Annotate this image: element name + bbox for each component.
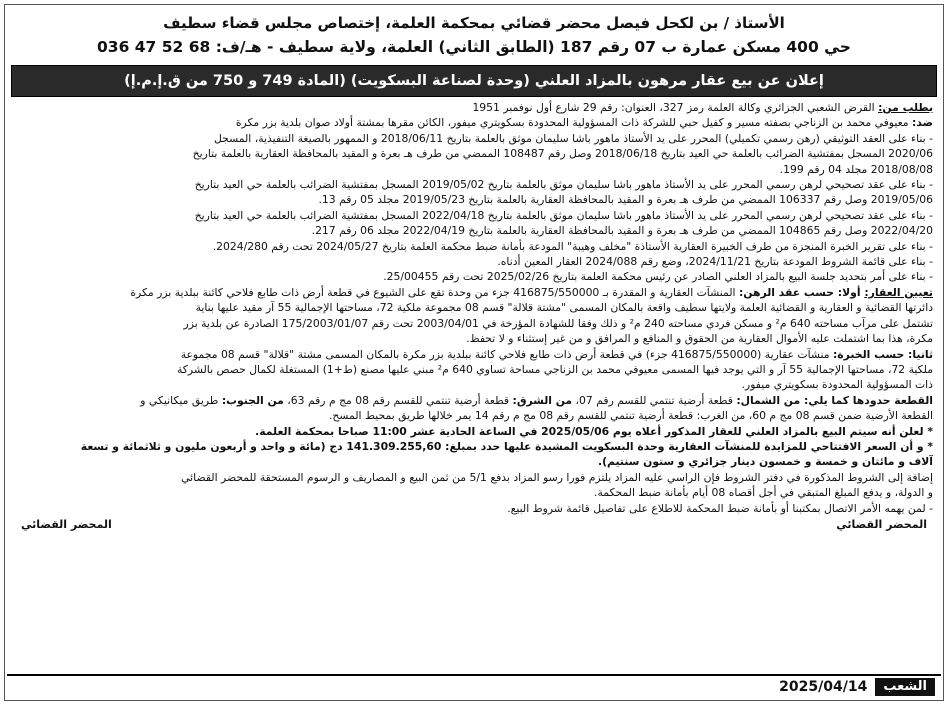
body-line-11: - بناء على قائمة الشروط المودعة بتاريخ 2024/11/21، وضع رقم 2024/088 العقار المعين أدناه. — [497, 255, 933, 269]
requester-text: القرض الشعبي الجزائري وكالة العلمة رمز 327، العنوان: رقم 29 شارع أول نوفمبر 1951 — [472, 101, 879, 114]
expertise-text: منشآت عقارية (416875/550000 جزء) في قطعة أرض ذات طابع فلاحي كائنة ببلدية بزر مكرة بالمكان المسمى مشتة "قلالة" قسم 08 مجموعة — [180, 347, 833, 361]
requester-line — [15, 100, 933, 115]
requester-label: بطلب من: — [878, 101, 933, 114]
body-line-26: و الدولة، و يدفع المبلغ المتبقي في أجل أقصاه 08 أيام بأمانة ضبط المحكمة. — [594, 486, 933, 500]
body-line-21: القطعة الأرضية ضمن قسم 08 مج م 60، من الغرب: قطعة أرضية تنتمي للقسم رقم 08 مج م رقم 14 يمر خلالها طريق بمحيط المسح. — [328, 409, 933, 423]
body-line-27: - لمن يهمه الأمر الاتصال بمكتبنا أو بأمانة ضبط المحكمة للاطلاع على تفاصيل قائمة شروط البيع. — [507, 501, 933, 515]
body-line-10: - بناء على تقرير الخبرة المنجزة من طرف الخبيرة العقارية الأستاذة "مخلف وهيبة" المودعة بأمانة ضبط محكمة العلمة بتاريخ 2024/05/27 تحت رقم 2024/280. — [212, 239, 933, 253]
mortgage-basis-label: أولا: حسب عقد الرهن: — [738, 285, 865, 299]
signature-right: المحضر القضائي — [836, 517, 927, 531]
auction-date-line: * لعلن أنه سيتم البيع بالمزاد العلني للعقار المذكور أعلاه يوم 2025/05/06 في الساعة الحادية عشر 11:00 صباحا بمحكمة العلمة. — [255, 424, 933, 438]
signature-left: المحضر القضائي — [21, 517, 112, 531]
boundaries-text-1: قطعة أرضية تنتمي للقسم رقم 07، — [572, 393, 737, 407]
defendant-text: معيوفي محمد بن الزناجي بصفته مسير و كفيل حبي للشركة ذات المسؤولية المحدودة بسكويتري ميفور، الكائن مقرها بمشتة أولاد صوان بلدية بزر مكرة — [235, 116, 912, 130]
body-line-03: - بناء على العقد التوثيقي (رهن رسمي تكميلي) المحرر على يد الأستاذ ماهور باشا سليمان موثق بالعلمة بتاريخ 2018/06/11 و الممهور بالصيغة التنفيذية، المسجل — [214, 131, 933, 145]
expertise-label: ثانيا: حسب الخبرة: — [832, 347, 933, 361]
header-address-line: حي 400 مسكن عمارة ب 07 رقم 187 (الطابق الثاني) العلمة، ولاية سطيف - هـ/ف: 68 52 47 036 — [97, 38, 851, 56]
signature-row — [5, 518, 943, 531]
body-line-15: تشتمل على مرآب مساحته 640 م² و مسكن فردي مساحته 240 م² و ذلك وفقا للشهادة المؤرخة في 2003/04/01 تحت رقم 175/2003/01/07 الصادرة عن بلدية بزر — [183, 316, 933, 330]
notice-title-banner: إعلان عن بيع عقار مرهون بالمزاد العلني (وحدة لصناعة البسكويت) (المادة 749 و 750 من ق.إ.م.إ) — [11, 65, 937, 97]
opening-price-line: * و أن السعر الافتتاحي للمزايدة للمنشآت العقارية وحدة البسكويت المشيدة عليها حدد بمبلغ: 141.309.255,60 دج (مائة و واحد و أربعون مليون و ثلاثمائة و تسعة — [80, 439, 933, 453]
body-line-18: ملكية 72، مساحتها الإجمالية 55 آر و التي يوجد فيها المسمى معيوفي محمد بن الزناجي مساحة تساوي 640 م² مبني عليها مصنع (ط+1) المستغلة لكمال حصص بالشركة — [176, 362, 933, 376]
body-line-19: ذات المسؤولية المحدودة بسكويتري ميفور. — [741, 378, 933, 392]
boundaries-line — [15, 393, 933, 408]
east-label: من الشرق: — [512, 393, 573, 407]
defendant-label: ضد: — [912, 116, 933, 130]
body-line-08: - بناء على عقد تصحيحي لرهن رسمي المحرر على يد الأستاذ ماهور باشا سليمان موثق بالعلمة بتاريخ 2022/04/18 المسجل بمفتشية الضرائب بالعلمة حي العيد بتاريخ — [194, 208, 933, 222]
body-line-05: 2018/08/08 مجلد 04 رقم 199. — [779, 162, 933, 176]
body-line-04: 2020/06 المسجل بمفتشية الضرائب بالعلمة حي العيد بتاريخ 2018/06/18 وصل رقم 108487 الممضي من طرف هـ بعرة و المقيد بالمحافظة العقارية بالعلمة بتاريخ — [192, 147, 933, 161]
opening-price-words-line: آلاف و مائتان و خمسة و خمسون دينار جزائري و ستون سنتيم). — [598, 455, 933, 469]
property-designation-line — [15, 285, 933, 300]
defendant-line — [15, 115, 933, 130]
newspaper-footer — [7, 674, 941, 698]
body-line-12: - بناء على أمر بتحديد جلسة البيع بالمزاد العلني الصادر عن رئيس محكمة العلمة بتاريخ 2025/02/26 تحت رقم 25/00455. — [383, 270, 933, 284]
notice-page — [4, 4, 944, 701]
body-line-16: مكرة، هذا بما اشتملت عليه الأموال العقارية من الحقوق و المنافع و المرافق و من غير إستثناء و لا تحفظ. — [466, 332, 933, 346]
newspaper-name: الشعب — [875, 678, 935, 696]
publication-date: 2025/04/14 — [779, 679, 868, 695]
body-line-06: - بناء على عقد تصحيحي لرهن رسمي المحرر على يد الأستاذ ماهور باشا سليمان موثق بالعلمة بتاريخ 2019/05/02 المسجل بمفتشية الضرائب بالعلمة حي العيد بتاريخ — [194, 178, 933, 192]
south-label: من الجنوب: — [221, 393, 284, 407]
boundaries-text-2: قطعة أرضية تنتمي للقسم رقم 08 مج م رقم 63، — [283, 393, 513, 407]
boundaries-text-3: طريق ميكانيكي و — [140, 393, 222, 407]
body-line-14: دائرتها القضائية و العقارية و القضائية العلمة ولايتها سطيف واقعة بالمكان المسمى "مشتة قلالة" قسم 08 مجموعة ملكية 72، مساحتها الإجمالية 55 آر مقيد عليها بناية — [195, 301, 933, 315]
notice-body — [5, 97, 943, 516]
boundaries-label: القطعة حدودها كما يلي: من الشمال: — [736, 393, 933, 407]
property-text: المنشآت العقارية و المقدرة بـ 416875/550000 جزء من وحدة تقع على الشيوع في قطعة أرض ذات طابع فلاحي كائنة ببلدية بزر مكرة — [130, 285, 739, 299]
header-bailiff-line: الأستاذ / بن لكحل فيصل محضر قضائي بمحكمة العلمة، إختصاص مجلس قضاء سطيف — [163, 14, 785, 32]
body-line-09: 2022/04/20 وصل رقم 104865 الممضي من طرف هـ بعرة و المقيد بالمحافظة العقارية بالعلمة بتاريخ 2022/04/19 مجلد 06 رقم 217. — [311, 224, 933, 238]
body-line-25: إضافة إلى الشروط المذكورة في دفتر الشروط فإن الراسي عليه المزاد يلتزم فورا رسو المزاد بدفع 5/1 من ثمن البيع و المصاريف و الرسوم المستحقة للمحضر القضائي — [181, 470, 933, 484]
expertise-line — [15, 347, 933, 362]
body-line-07: 2019/05/06 وصل رقم 106337 الممضي من طرف هـ بعرة و المقيد بالمحافظة العقارية بالعلمة بتاريخ 2019/05/23 مجلد 05 رقم 13. — [318, 193, 933, 207]
property-label: تعيين العقار: — [864, 285, 933, 299]
